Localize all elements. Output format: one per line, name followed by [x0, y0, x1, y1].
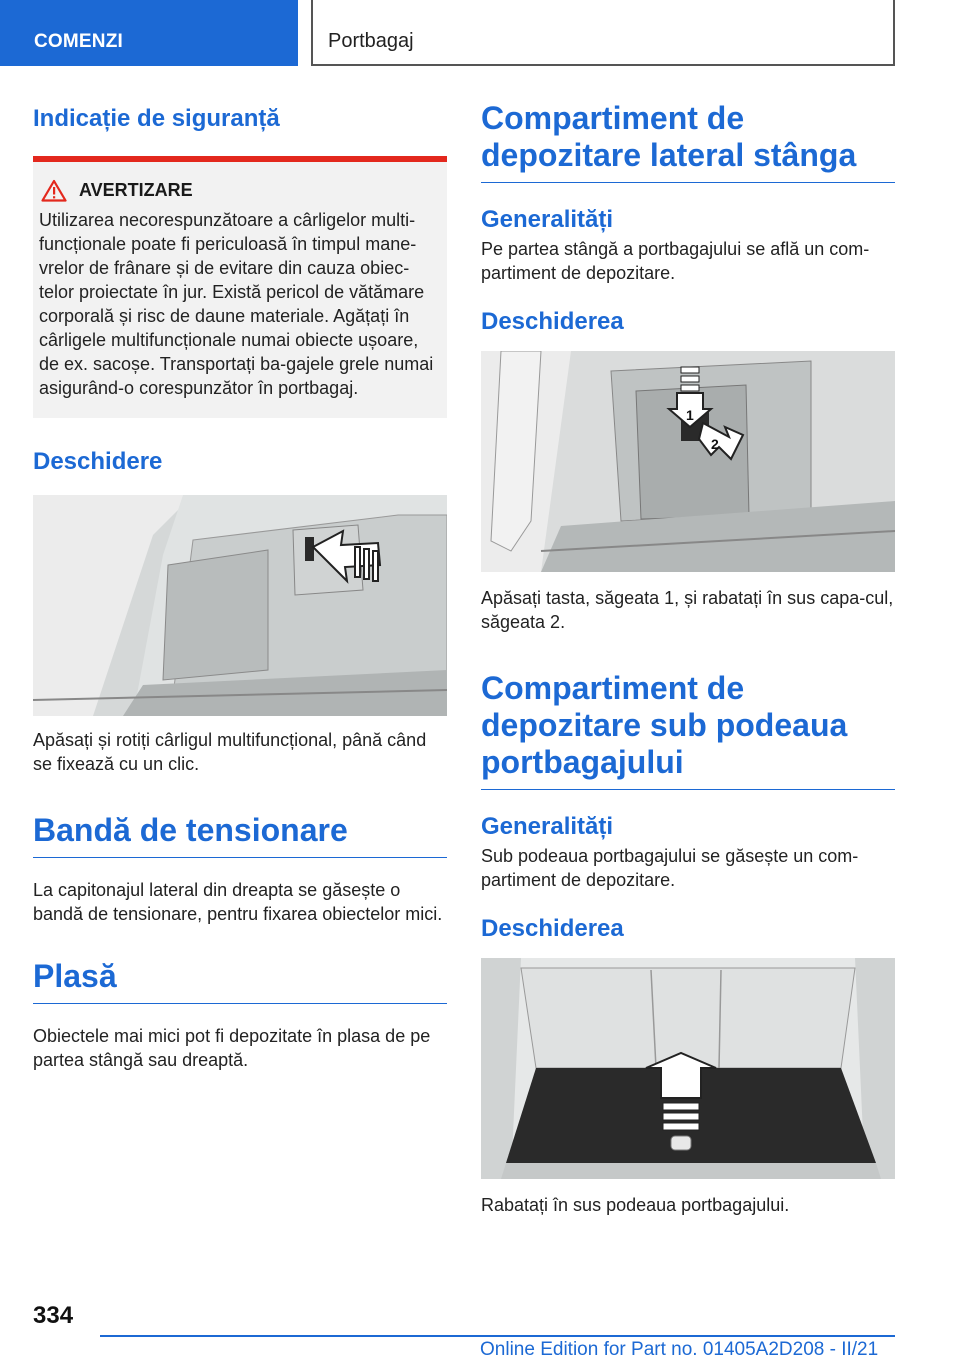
- edition-info: Online Edition for Part no. 01405A2D208 - II/21: [480, 1339, 879, 1360]
- page-number: 334: [33, 1302, 74, 1329]
- footer-rule: [100, 1335, 895, 1337]
- figure-side-compartment: [481, 351, 895, 572]
- figure-label-2: 2: [711, 436, 719, 452]
- warning-box: [33, 156, 447, 418]
- figure-multifunction-hook: [33, 495, 447, 716]
- net-text: Obiectele mai mici pot fi depozitate în plasa de pe partea stângă sau dreaptă.: [33, 1026, 431, 1070]
- warning-label: AVERTIZARE: [79, 180, 193, 200]
- general-heading-1: Generalități: [481, 206, 614, 233]
- open-heading-2: Deschiderea: [481, 915, 624, 942]
- figure-label-1: 1: [686, 407, 694, 423]
- general-text-1: Pe partea stângă a portbagajului se află un com-partiment de depozitare.: [481, 239, 870, 283]
- floor-compartment-heading: Compartiment de depozitare sub podeaua portbagajului: [481, 670, 895, 790]
- page-header: [0, 0, 960, 66]
- chapter-title: Portbagaj: [328, 30, 414, 52]
- open-text: Apăsați și rotiți cârligul multifuncțional, până când se fixează cu un clic.: [33, 730, 427, 774]
- open-heading-1: Deschiderea: [481, 308, 624, 335]
- safety-heading: Indicație de siguranță: [33, 105, 280, 132]
- left-compartment-heading: Compartiment de depozitare lateral stânga: [481, 100, 895, 183]
- strap-text: La capitonajul lateral din dreapta se găsește o bandă de tensionare, pentru fixarea obiectelor mici.: [33, 880, 443, 924]
- general-text-2: Sub podeaua portbagajului se găsește un com-partiment de depozitare.: [481, 846, 859, 890]
- section-tab: COMENZI: [0, 0, 298, 66]
- right-column: [481, 100, 895, 1217]
- general-heading-2: Generalități: [481, 813, 614, 840]
- warning-header: [41, 179, 439, 202]
- warning-text: Utilizarea necorespunzătoare a cârligelor multi-funcționale poate fi periculoasă în timpul mane-vrelor de frânare și de evitare din cauza obiec-telor proiectate în jur. Există pericol de vătămare corporală și risc de daune materiale. Agățați în cârligele multifuncționale numai obiecte ușoare, de ex. sacoșe. Transportați ba-gajele grele numai asigurând-o corespunzător în portbagaj.: [39, 210, 434, 398]
- chapter-box: [311, 0, 895, 66]
- figure-floor-compartment: [481, 958, 895, 1179]
- open-text-2: Rabatați în sus podeaua portbagajului.: [481, 1195, 790, 1215]
- warning-triangle-icon: [41, 179, 67, 202]
- open-text-1: Apăsați tasta, săgeata 1, și rabatați în sus capa-cul, săgeata 2.: [481, 588, 894, 632]
- left-column: [33, 100, 447, 1072]
- net-heading: Plasă: [33, 958, 447, 1004]
- strap-heading: Bandă de tensionare: [33, 812, 447, 858]
- open-heading: Deschidere: [33, 448, 163, 475]
